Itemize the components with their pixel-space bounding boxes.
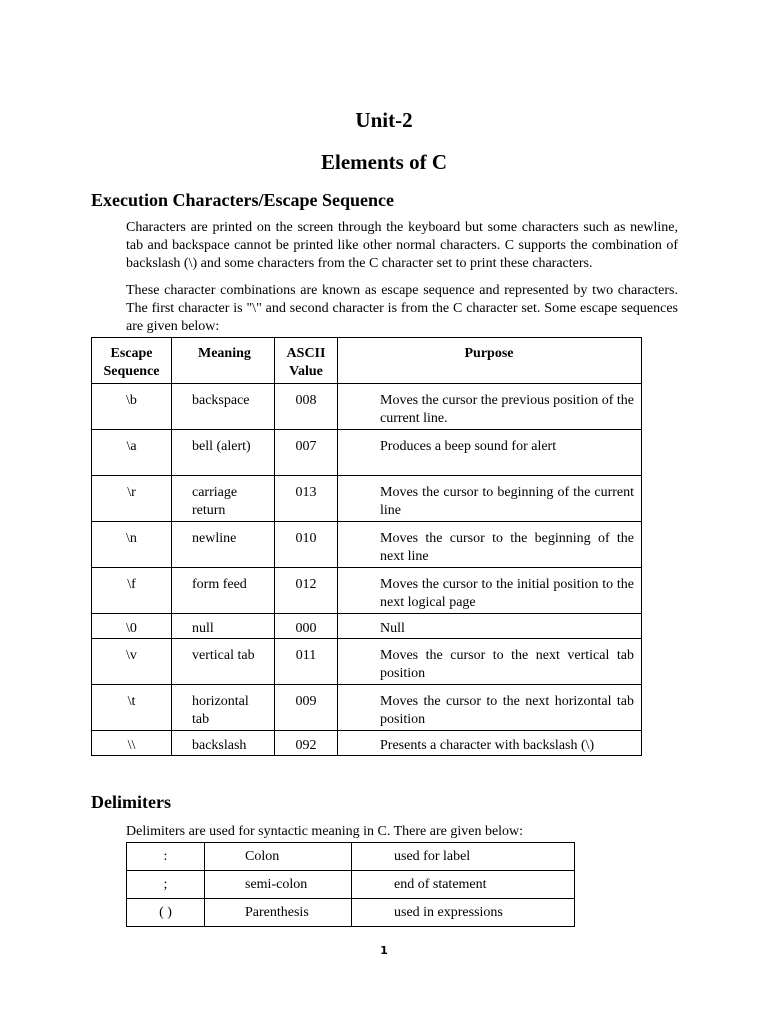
section-heading-delimiters: Delimiters bbox=[91, 792, 171, 812]
table-header-row bbox=[92, 338, 642, 384]
cell-name: semi-colon bbox=[205, 871, 352, 899]
cell-meaning: newline bbox=[172, 522, 275, 568]
header-text: Value bbox=[289, 364, 323, 379]
cell-ascii: 007 bbox=[275, 430, 338, 476]
header-text: Sequence bbox=[103, 364, 160, 379]
escape-sequence-table bbox=[91, 337, 642, 756]
cell-meaning: horizontal tab bbox=[172, 685, 275, 731]
table-row bbox=[92, 568, 642, 614]
cell-name: Parenthesis bbox=[205, 899, 352, 927]
cell-meaning: backspace bbox=[172, 384, 275, 430]
cell-sequence: \a bbox=[92, 430, 172, 476]
table-row bbox=[92, 384, 642, 430]
cell-symbol: : bbox=[127, 843, 205, 871]
header-ascii-value bbox=[275, 338, 338, 384]
cell-use: used for label bbox=[352, 843, 575, 871]
cell-use: end of statement bbox=[352, 871, 575, 899]
header-text: ASCII bbox=[286, 346, 326, 361]
cell-ascii: 012 bbox=[275, 568, 338, 614]
table-row bbox=[127, 871, 575, 899]
header-text: Escape bbox=[110, 346, 153, 361]
header-meaning: Meaning bbox=[172, 338, 275, 384]
cell-meaning: null bbox=[172, 614, 275, 639]
cell-sequence: \v bbox=[92, 639, 172, 685]
cell-purpose: Null bbox=[338, 614, 642, 639]
cell-purpose: Moves the cursor to beginning of the current line bbox=[338, 476, 642, 522]
cell-purpose: Moves the cursor to the next horizontal tab position bbox=[338, 685, 642, 731]
delimiter-table bbox=[126, 842, 575, 927]
cell-ascii: 000 bbox=[275, 614, 338, 639]
cell-purpose: Moves the cursor to the next vertical tab position bbox=[338, 639, 642, 685]
header-purpose: Purpose bbox=[338, 338, 642, 384]
table-row bbox=[127, 843, 575, 871]
paragraph-delimiters-intro: Delimiters are used for syntactic meaning in C. There are given below: bbox=[126, 824, 524, 839]
cell-sequence: \n bbox=[92, 522, 172, 568]
page-number: 1 bbox=[380, 944, 388, 957]
cell-ascii: 009 bbox=[275, 685, 338, 731]
cell-ascii: 092 bbox=[275, 731, 338, 756]
cell-sequence: \r bbox=[92, 476, 172, 522]
table-row bbox=[92, 639, 642, 685]
table-row bbox=[92, 476, 642, 522]
table-row bbox=[92, 731, 642, 756]
cell-name: Colon bbox=[205, 843, 352, 871]
header-escape-sequence bbox=[92, 338, 172, 384]
cell-use: used in expressions bbox=[352, 899, 575, 927]
table-row bbox=[92, 430, 642, 476]
cell-meaning: carriage return bbox=[172, 476, 275, 522]
section-heading-escape-sequence: Execution Characters/Escape Sequence bbox=[91, 190, 394, 210]
cell-ascii: 008 bbox=[275, 384, 338, 430]
cell-symbol: ( ) bbox=[127, 899, 205, 927]
cell-meaning: backslash bbox=[172, 731, 275, 756]
table-row bbox=[92, 522, 642, 568]
unit-title: Unit-2 bbox=[355, 108, 413, 132]
cell-meaning: form feed bbox=[172, 568, 275, 614]
cell-meaning: vertical tab bbox=[172, 639, 275, 685]
cell-sequence: \\ bbox=[92, 731, 172, 756]
paragraph-escape-description: These character combinations are known as escape sequence and represented by two characters. The first character is "\" and second character is from the C character set. Some escape sequences are given below: bbox=[126, 283, 678, 334]
cell-ascii: 011 bbox=[275, 639, 338, 685]
cell-sequence: \b bbox=[92, 384, 172, 430]
cell-purpose: Produces a beep sound for alert bbox=[338, 430, 642, 476]
table-row bbox=[92, 614, 642, 639]
cell-symbol: ; bbox=[127, 871, 205, 899]
table-row bbox=[92, 685, 642, 731]
cell-ascii: 010 bbox=[275, 522, 338, 568]
cell-purpose: Moves the cursor to the initial position to the next logical page bbox=[338, 568, 642, 614]
cell-sequence: \f bbox=[92, 568, 172, 614]
cell-meaning: bell (alert) bbox=[172, 430, 275, 476]
cell-purpose: Moves the cursor the previous position of the current line. bbox=[338, 384, 642, 430]
cell-ascii: 013 bbox=[275, 476, 338, 522]
cell-purpose: Presents a character with backslash (\) bbox=[338, 731, 642, 756]
cell-purpose: Moves the cursor to the beginning of the next line bbox=[338, 522, 642, 568]
page-title: Elements of C bbox=[321, 150, 447, 174]
cell-sequence: \t bbox=[92, 685, 172, 731]
cell-sequence: \0 bbox=[92, 614, 172, 639]
table-row bbox=[127, 899, 575, 927]
paragraph-escape-intro: Characters are printed on the screen through the keyboard but some characters such as newline, tab and backspace cannot be printed like other normal characters. C supports the combination of backslash (\) and some characters from the C character set to print these characters. bbox=[126, 220, 678, 271]
